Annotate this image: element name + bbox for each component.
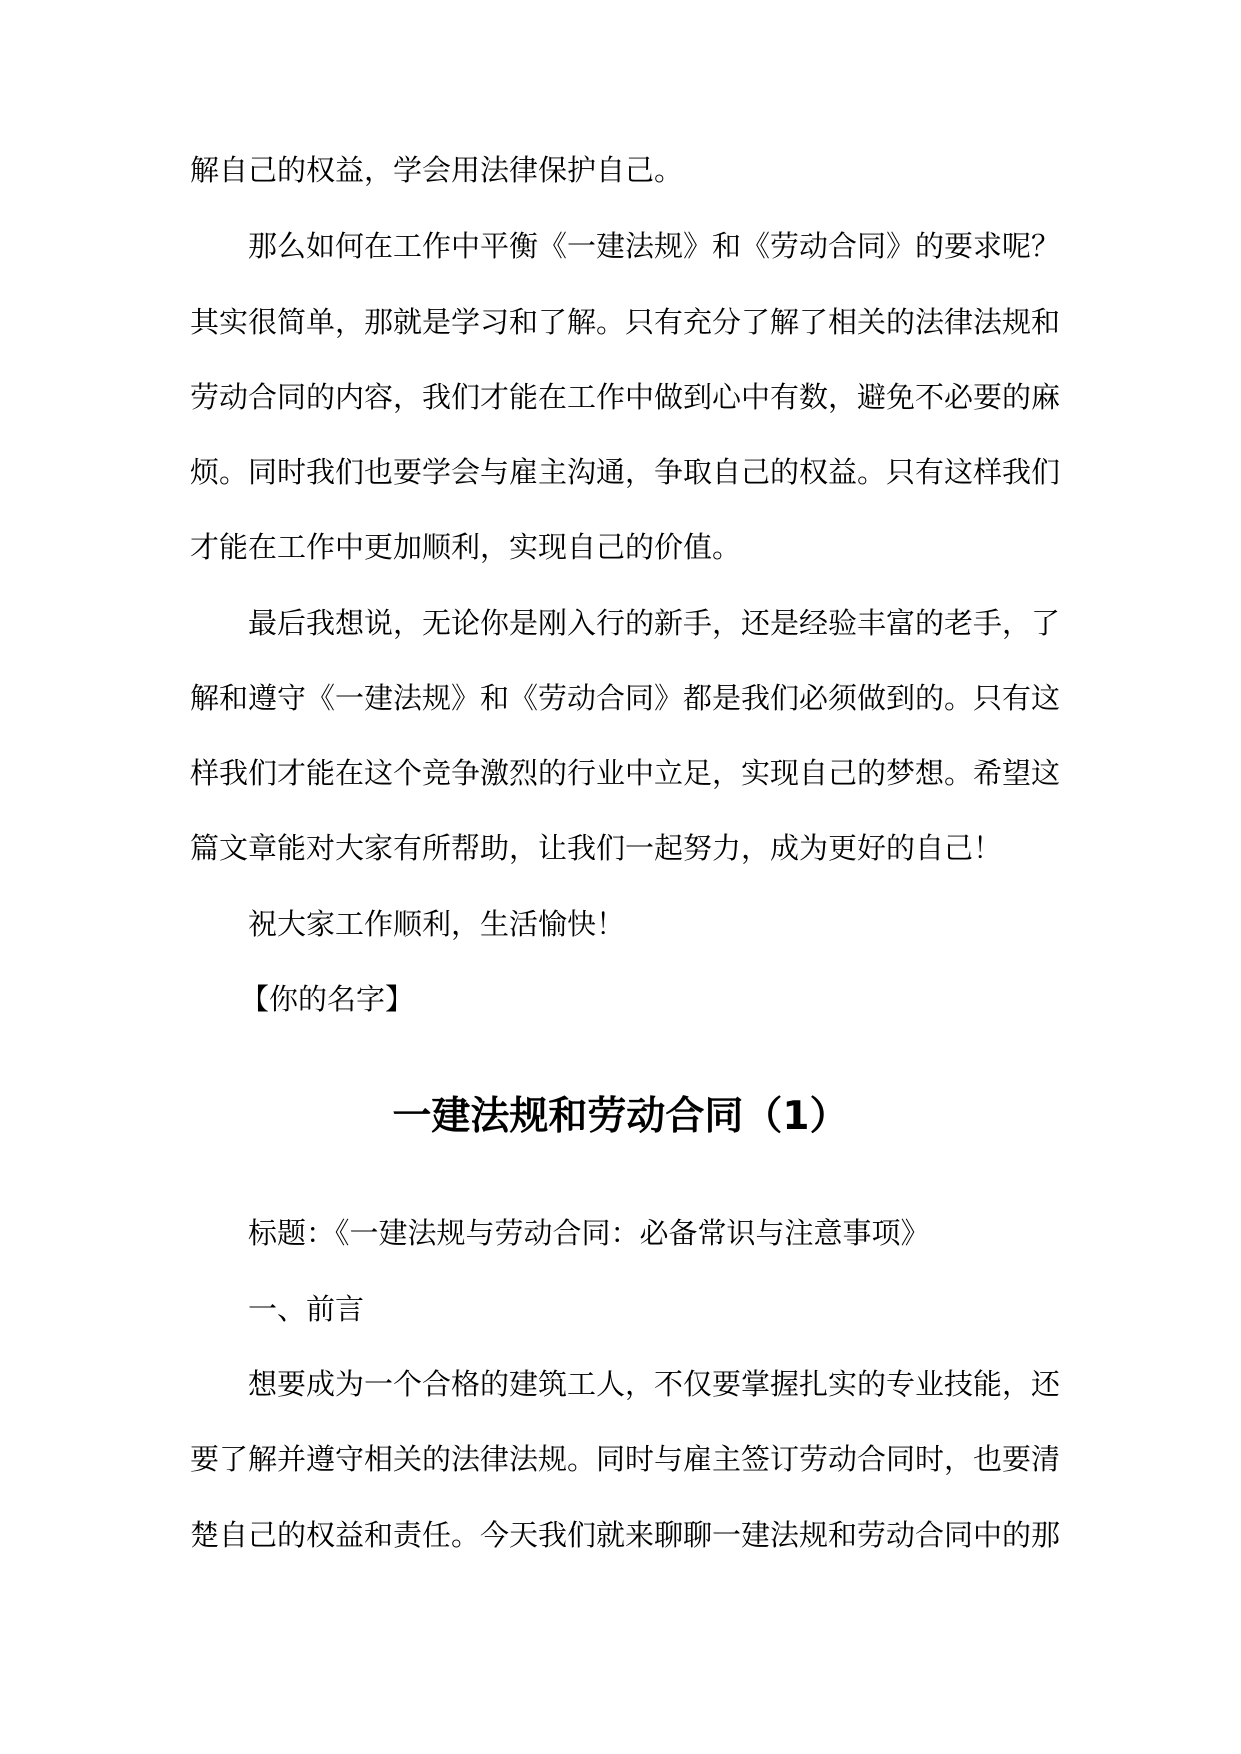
section-label: 一、前言 [248, 1292, 365, 1326]
text-line: 才能在工作中更加顺利，实现自己的价值。 [190, 530, 742, 564]
subtitle-line: 标题：《一建法规与劳动合同：必备常识与注意事项》 [248, 1216, 930, 1250]
text-line: 其实很简单，那就是学习和了解。只有充分了解了相关的法律法规和 [190, 305, 1061, 339]
text-line: 要了解并遵守相关的法律法规。同时与雇主签订劳动合同时，也要清 [190, 1442, 1061, 1476]
text-line: 解和遵守《一建法规》和《劳动合同》都是我们必须做到的。只有这 [190, 681, 1061, 715]
paragraph-start-line: 想要成为一个合格的建筑工人，不仅要掌握扎实的专业技能，还 [248, 1367, 1061, 1401]
signature-line: 【你的名字】 [240, 982, 415, 1016]
text-line: 楚自己的权益和责任。今天我们就来聊聊一建法规和劳动合同中的那 [190, 1518, 1061, 1552]
text-line: 篇文章能对大家有所帮助，让我们一起努力，成为更好的自己！ [190, 831, 1003, 865]
paragraph-start-line: 那么如何在工作中平衡《一建法规》和《劳动合同》的要求呢？ [248, 229, 1061, 263]
section-heading: 一建法规和劳动合同（1） [392, 1094, 849, 1139]
paragraph-start-line: 最后我想说，无论你是刚入行的新手，还是经验丰富的老手，了 [248, 606, 1061, 640]
text-line: 烦。同时我们也要学会与雇主沟通，争取自己的权益。只有这样我们 [190, 455, 1061, 489]
closing-line: 祝大家工作顺利，生活愉快！ [248, 907, 626, 941]
text-line: 解自己的权益，学会用法律保护自己。 [190, 153, 684, 187]
text-line: 样我们才能在这个竞争激烈的行业中立足，实现自己的梦想。希望这 [190, 756, 1061, 790]
text-line: 劳动合同的内容，我们才能在工作中做到心中有数，避免不必要的麻 [190, 380, 1061, 414]
